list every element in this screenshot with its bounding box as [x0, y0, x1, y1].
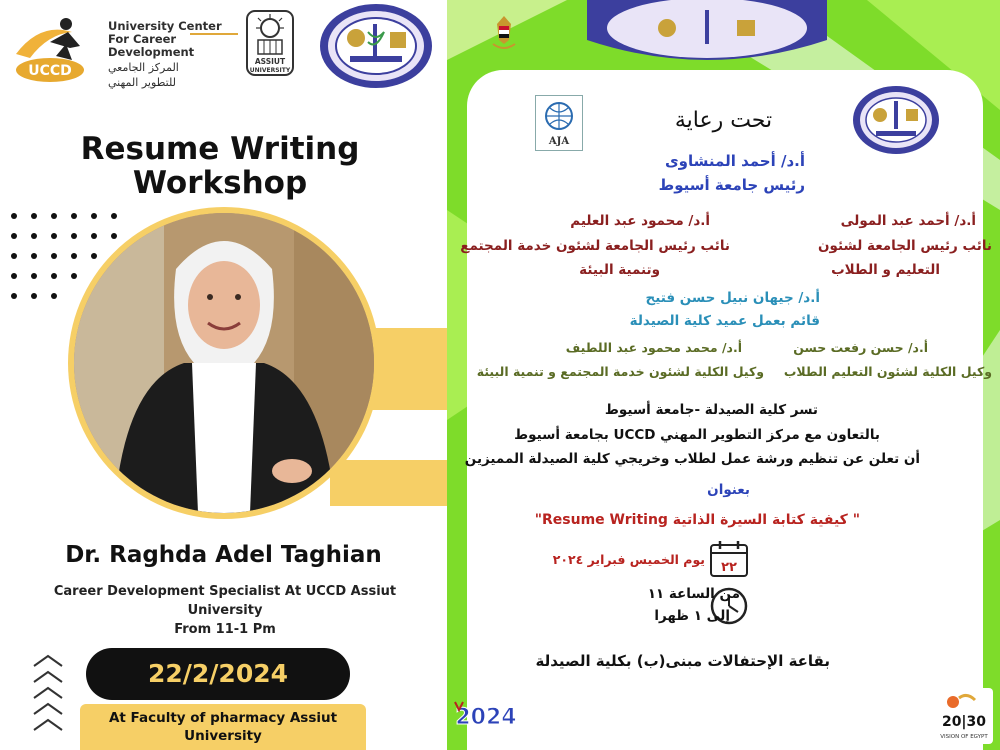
event-venue-line-2: University [184, 728, 262, 744]
uccd-badge-text: UCCD [28, 63, 72, 79]
assiut-label-1: ASSIUT [254, 57, 286, 66]
assiut-university-logo [246, 10, 294, 76]
announcement-line-1: تسر كلية الصيدلة -جامعة أسيوط [604, 402, 818, 418]
workshop-title [40, 132, 400, 200]
calendar-day: ٢٢ [721, 560, 737, 575]
chevron-up-icon [30, 652, 66, 732]
vision-2030-number: 20|30 [941, 714, 987, 730]
event-venue [80, 704, 366, 750]
workshop-title-line-2: Workshop [132, 165, 308, 201]
titled-label: بعنوان [707, 482, 750, 498]
president-title: رئيس جامعة أسيوط [658, 176, 805, 194]
speaker-role-line-1: Career Development Specialist At UCCD Assiut [53, 584, 397, 599]
assiut-label-2: UNIVERSITY [249, 67, 291, 74]
speaker-role-line-2: University [187, 603, 263, 618]
patronage-heading: تحت رعاية [674, 108, 773, 133]
year-2024-text: 2024 [455, 705, 517, 730]
year-2024-badge [447, 690, 525, 738]
faculty-banner-logo [587, 0, 827, 68]
speaker-photo [74, 213, 374, 513]
center-name-divider [190, 33, 238, 35]
vp2-title-1: نائب رئيس الجامعة لشئون خدمة المجتمع [460, 238, 730, 254]
dean-title: قائم بعمل عميد كلية الصيدلة [629, 313, 820, 329]
president-name: أ.د/ أحمد المنشاوى [664, 152, 805, 170]
vp1-title-2: التعليم و الطلاب [831, 262, 940, 278]
workshop-arabic-title: " كيفية كتابة السيرة الذاتية Resume Writing" [534, 512, 860, 528]
vice-dean-1-title: وكيل الكلية لشئون التعليم الطلاب [783, 364, 992, 379]
center-name-ar-1: المركز الجامعي [108, 61, 179, 74]
center-name-en-2: For Career Development [108, 32, 195, 59]
event-place: بقاعة الإحتفالات مبنى(ب) بكلية الصيدلة [535, 652, 830, 670]
vp2-name: أ.د/ محمود عبد العليم [570, 213, 710, 229]
left-poster-panel [0, 0, 447, 750]
time-to: إلى ١ ظهرا [654, 608, 730, 624]
vp1-title-1: نائب رئيس الجامعة لشئون [818, 238, 992, 254]
dean-name: أ.د/ جيهان نبيل حسن فتيح [645, 290, 820, 306]
vice-dean-2-name: أ.د/ محمد محمود عبد اللطيف [565, 340, 742, 355]
calendar-icon [709, 540, 749, 578]
vp2-title-2: وتنمية البيئة [579, 262, 660, 278]
center-name [108, 20, 243, 89]
center-name-en-1: University Center [108, 19, 222, 33]
speaker-time: From 11-1 Pm [174, 622, 276, 637]
vision-2030-label: VISION OF EGYPT [940, 734, 988, 740]
egypt-emblem-icon [487, 14, 521, 54]
vice-dean-2-title: وكيل الكلية لشئون خدمة المجتمع و تنمية البيئة [476, 364, 764, 379]
speaker-role [20, 582, 430, 639]
uccd-logo [10, 12, 102, 82]
vp1-name: أ.د/ أحمد عبد المولى [840, 213, 976, 229]
right-invitation-panel [447, 0, 1000, 750]
vision-2030-logo [935, 688, 993, 744]
event-date-badge: 22/2/2024 [86, 648, 350, 700]
workshop-title-line-1: Resume Writing [80, 131, 360, 167]
faculty-seal-logo [318, 2, 434, 90]
center-name-ar-2: للتطوير المهني [108, 76, 176, 89]
time-from: من الساعة ١١ [647, 586, 740, 602]
vice-dean-1-name: أ.د/ حسن رفعت حسن [793, 340, 928, 355]
announcement-line-3: أن تعلن عن تنظيم ورشة عمل لطلاب وخريجي كلية الصيدلة المميزين [464, 451, 920, 467]
announcement-line-2: بالتعاون مع مركز التطوير المهني UCCD بجامعة أسيوط [514, 427, 880, 443]
aja-label: AJA [548, 136, 570, 147]
decorative-yellow-band-lower [330, 460, 447, 506]
speaker-name: Dr. Raghda Adel Taghian [65, 542, 382, 568]
event-day-text: يوم الخميس فبراير ٢٠٢٤ [552, 552, 705, 567]
event-venue-line-1: At Faculty of pharmacy Assiut [108, 710, 338, 726]
